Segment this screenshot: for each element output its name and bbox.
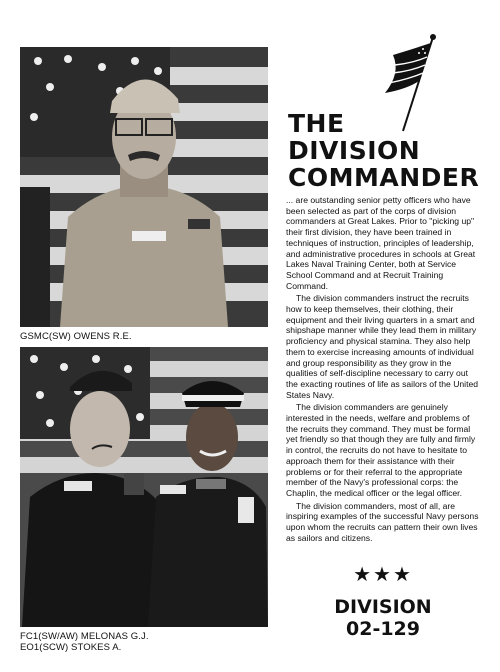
- title-line-2: DIVISION: [288, 136, 421, 165]
- division-word: DIVISION: [334, 596, 432, 618]
- page-title: [288, 110, 488, 191]
- body-text: [286, 195, 480, 546]
- commanders-photo-melonas-stokes: [20, 347, 268, 627]
- paragraph-2: The division commanders instruct the recruits how to keep themselves, their clothing, their equipment and their living quarters in a smart and shipshape manner while they lead them in military proficiency and physical stamina. They also help them to exercise increasing amounts of individual and group responsibility as they grow in the qualities of self-discipline necessary to carry out the exacting routines of life as sailors of the United States Navy.: [286, 293, 479, 400]
- title-line-1: THE: [288, 109, 345, 138]
- commander-photo-owens: [20, 47, 268, 327]
- division-number: 02-129: [346, 618, 420, 640]
- paragraph-3: The division commanders are genuinely interested in the needs, welfare and problems of the recruits they command. They must be formal yet friendly so that though they are fully and firmly in control, the recruits do not have to hesitate to approach them for their assistance with their problems or for their referral to the appropriate member of the Navy's professional corps: the Chaplin, the medical officer or the legal officer.: [286, 402, 476, 498]
- paragraph-1: ... are outstanding senior petty officers who have been selected as part of the corps of division commanders at Great Lakes. Prior to "picking up" their first division, they have been trained in techniques of instruction, principles of leadership, and administrative procedures in schools at Great Lakes Naval Training Center, both at Service School Command and at Recruit Training Command.: [286, 195, 476, 291]
- title-line-3: COMMANDER: [288, 163, 480, 192]
- photo-caption-owens: GSMC(SW) OWENS R.E.: [20, 331, 132, 342]
- caption-line-melonas: FC1(SW/AW) MELONAS G.J.: [20, 631, 149, 642]
- caption-line-stokes: EO1(SCW) STOKES A.: [20, 642, 122, 653]
- division-label: [286, 596, 480, 640]
- stars-ornament: ★★★: [353, 564, 413, 586]
- photo-caption-melonas-stokes: [20, 631, 149, 653]
- paragraph-4: The division commanders, most of all, are inspiring examples of the successful Navy persons upon whom the recruits can pattern their own lives as sailors and citizens.: [286, 500, 479, 543]
